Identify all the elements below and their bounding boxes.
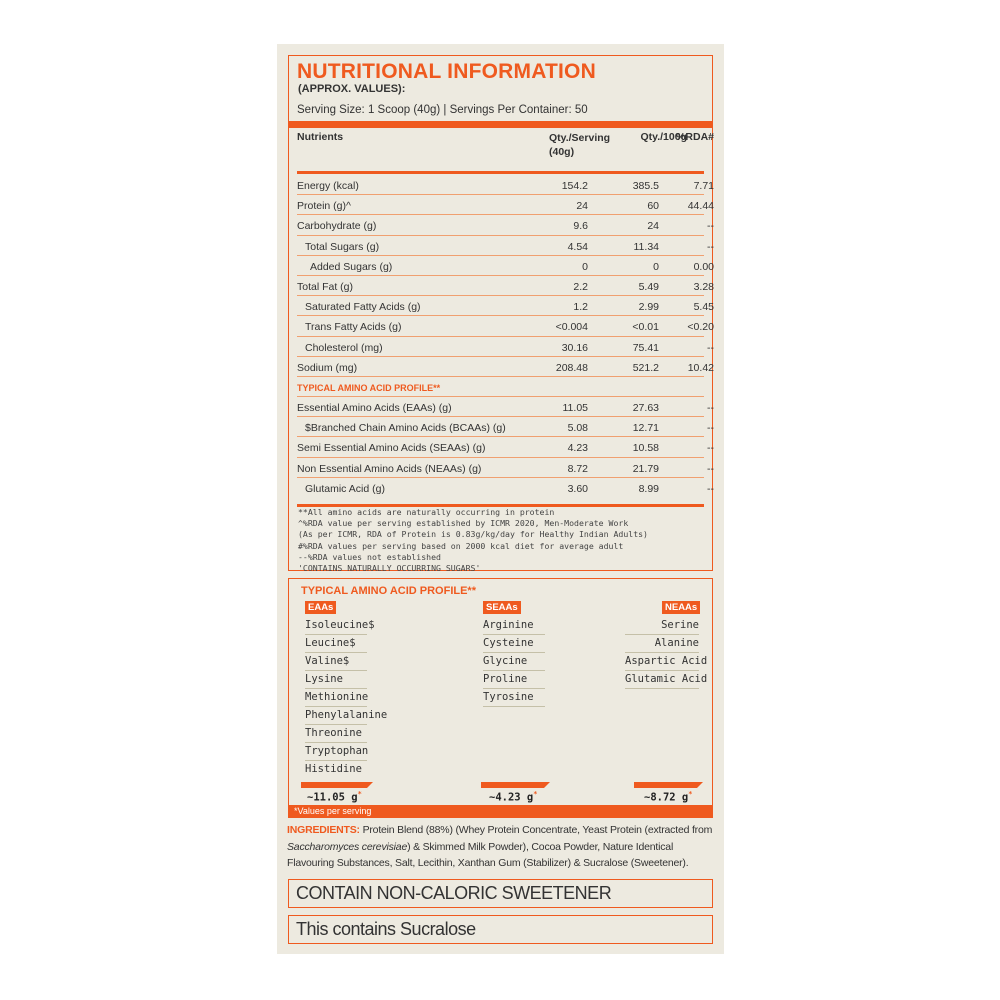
footnote-line: #%RDA values per serving based on 2000 kcal diet for average adult	[298, 540, 624, 551]
amino-acid-item: Tyrosine	[483, 689, 545, 707]
header-per-serving: Qty./Serving (40g)	[549, 132, 611, 158]
nutrient-name: Total Fat (g)	[297, 280, 354, 293]
rda-value: 5.45	[693, 301, 714, 314]
qty-per-100g: 24	[647, 220, 659, 233]
rda-value: 0.00	[693, 260, 714, 273]
qty-per-serving: 208.48	[555, 361, 588, 374]
amino-acid-item: Tryptophan	[305, 743, 367, 761]
table-row	[297, 256, 714, 276]
eaas-list	[305, 617, 388, 779]
qty-per-100g: 27.63	[632, 402, 659, 415]
table-row	[297, 337, 714, 357]
table-row	[297, 236, 714, 256]
amino-section-row	[297, 377, 704, 397]
qty-per-serving: 4.23	[567, 442, 588, 455]
qty-per-100g: 2.99	[638, 301, 659, 314]
qty-per-serving: 4.54	[567, 240, 588, 253]
neaas-list	[625, 617, 708, 689]
amino-profile-title: TYPICAL AMINO ACID PROFILE**	[301, 585, 476, 597]
table-row	[297, 357, 714, 377]
rda-value: --	[707, 341, 714, 354]
serving-info: Serving Size: 1 Scoop (40g) | Servings Per Container: 50	[297, 104, 588, 116]
rda-value: 44.44	[687, 200, 714, 213]
amino-acid-item: Threonine	[305, 725, 367, 743]
qty-per-serving: 24	[576, 200, 588, 213]
amino-acid-item: Arginine	[483, 617, 545, 635]
values-per-serving-note: *Values per serving	[288, 805, 713, 818]
qty-per-100g: 5.49	[638, 280, 659, 293]
amino-acid-item: Phenylalanine	[305, 707, 367, 725]
qty-per-serving: 0	[582, 260, 588, 273]
header-nutrients: Nutrients	[297, 131, 344, 143]
rda-value: <0.20	[687, 321, 714, 334]
amino-acid-item: Glycine	[483, 653, 545, 671]
nutrition-subtitle: (APPROX. VALUES):	[298, 83, 406, 95]
nutrient-name: Glutamic Acid (g)	[305, 482, 385, 495]
ingredients-text: INGREDIENTS: Protein Blend (88%) (Whey Protein Concentrate, Yeast Protein (extracted from Saccharomyces cerevisiae) & Skimmed Milk Powder), Cocoa Powder, Nature Identical Flavouring Substances, Salt, Lecithin, Xanthan Gum (Stabilizer) & Sucralose (Sweetener).	[287, 824, 713, 869]
qty-per-serving: 154.2	[561, 180, 588, 192]
footnote-line: ^%RDA value per serving established by ICMR 2020, Men-Moderate Work	[298, 518, 629, 529]
qty-per-100g: 10.58	[632, 442, 659, 455]
qty-per-100g: <0.01	[632, 321, 659, 334]
nutrition-label-panel	[277, 44, 724, 954]
table-row	[297, 296, 714, 316]
nutrient-name: Added Sugars (g)	[310, 260, 393, 273]
rda-value: --	[707, 422, 714, 435]
qty-per-serving: 30.16	[561, 341, 588, 354]
table-row	[297, 478, 714, 498]
header-underline	[297, 171, 704, 174]
seaas-tag: SEAAs	[483, 601, 521, 614]
qty-per-100g: 385.5	[632, 180, 659, 192]
amino-section-label: TYPICAL AMINO ACID PROFILE**	[297, 382, 441, 393]
amino-acid-item: Cysteine	[483, 635, 545, 653]
nutrient-name: Energy (kcal)	[297, 180, 359, 192]
footnotes	[298, 507, 708, 574]
amino-profile-box	[288, 578, 713, 818]
amino-acid-item: Serine	[625, 617, 699, 635]
qty-per-100g: 21.79	[632, 462, 659, 475]
eaas-total: ~11.05 g*	[307, 790, 362, 804]
ingredients-label: INGREDIENTS:	[287, 824, 360, 836]
qty-per-serving: 2.2	[573, 280, 588, 293]
nutrient-name: Trans Fatty Acids (g)	[305, 321, 402, 334]
rda-value: 10.42	[687, 361, 714, 374]
nutrient-name: Semi Essential Amino Acids (SEAAs) (g)	[297, 442, 486, 455]
table-row	[297, 215, 714, 235]
nutrient-name: Saturated Fatty Acids (g)	[305, 301, 421, 314]
table-header	[297, 131, 714, 169]
footnote-line: (As per ICMR, RDA of Protein is 0.83g/kg/day for Healthy Indian Adults)	[298, 529, 648, 540]
qty-per-100g: 8.99	[638, 482, 659, 495]
neaas-tag: NEAAs	[662, 601, 700, 614]
nutrient-name: Non Essential Amino Acids (NEAAs) (g)	[297, 462, 482, 475]
rda-value: --	[707, 240, 714, 253]
nutrient-name: Total Sugars (g)	[305, 240, 380, 253]
rda-value: --	[707, 220, 714, 233]
nutrient-name: Protein (g)^	[297, 200, 351, 213]
amino-acid-item: Leucine$	[305, 635, 367, 653]
amino-acid-item: Valine$	[305, 653, 367, 671]
nutrient-rows	[297, 175, 714, 498]
header-rda: %RDA#	[676, 131, 714, 143]
amino-acid-item: Histidine	[305, 763, 362, 775]
qty-per-serving: 1.2	[573, 301, 588, 314]
amino-acid-item: Glutamic Acid	[625, 671, 699, 689]
amino-acid-item: Proline	[483, 671, 545, 689]
rda-value: --	[707, 402, 714, 415]
amino-acid-item: Lysine	[305, 671, 367, 689]
table-row	[297, 316, 714, 336]
qty-per-serving: 9.6	[573, 220, 588, 233]
rda-value: 7.71	[693, 180, 714, 192]
nutrient-name: Essential Amino Acids (EAAs) (g)	[297, 402, 452, 415]
nutrient-name: $Branched Chain Amino Acids (BCAAs) (g)	[305, 422, 506, 435]
rda-value: --	[707, 442, 714, 455]
eaas-pointer	[301, 782, 367, 788]
qty-per-100g: 0	[653, 260, 659, 273]
qty-per-100g: 521.2	[632, 361, 659, 374]
qty-per-100g: 12.71	[632, 422, 659, 435]
qty-per-serving: <0.004	[555, 321, 588, 334]
sweetener-notice: CONTAIN NON-CALORIC SWEETENER	[288, 879, 713, 908]
amino-acid-item: Methionine	[305, 689, 367, 707]
sucralose-notice: This contains Sucralose	[288, 915, 713, 944]
amino-acid-item: Aspartic Acid	[625, 653, 699, 671]
rda-value: --	[707, 482, 714, 495]
qty-per-serving: 5.08	[567, 422, 588, 435]
rda-value: --	[707, 462, 714, 475]
nutrient-name: Cholesterol (mg)	[305, 341, 383, 354]
footnote-line: 'CONTAINS NATURALLY OCCURRING SUGARS'	[298, 563, 481, 574]
table-row	[297, 175, 714, 195]
neaas-pointer	[634, 782, 697, 788]
qty-per-serving: 11.05	[562, 402, 588, 415]
table-row	[297, 276, 714, 296]
header-divider	[289, 121, 712, 128]
eaas-tag: EAAs	[305, 601, 336, 614]
table-row	[297, 417, 714, 437]
seaas-list	[483, 617, 545, 707]
nutrient-name: Sodium (mg)	[297, 361, 358, 374]
table-row	[297, 458, 714, 478]
qty-per-100g: 60	[647, 200, 659, 213]
seaas-total: ~4.23 g*	[489, 790, 538, 804]
nutrient-name: Carbohydrate (g)	[297, 220, 377, 233]
qty-per-serving: 8.72	[567, 462, 588, 475]
header-per-100g: Qty./100g	[640, 131, 687, 143]
seaas-pointer	[481, 782, 544, 788]
table-row	[297, 195, 714, 215]
footnote-line: --%RDA values not established	[298, 551, 441, 562]
amino-acid-item: Isoleucine$	[305, 617, 367, 635]
nutrition-facts-box	[288, 55, 714, 574]
amino-acid-item: Alanine	[625, 635, 699, 653]
table-row	[297, 437, 714, 457]
rda-value: 3.28	[693, 280, 714, 293]
table-row	[297, 397, 714, 417]
neaas-total: ~8.72 g*	[644, 790, 693, 804]
footnote-line: **All amino acids are naturally occurring in protein	[298, 507, 555, 517]
nutrition-title: NUTRITIONAL INFORMATION	[297, 60, 596, 83]
qty-per-100g: 11.34	[633, 240, 659, 253]
qty-per-100g: 75.41	[632, 341, 659, 354]
qty-per-serving: 3.60	[567, 482, 588, 495]
